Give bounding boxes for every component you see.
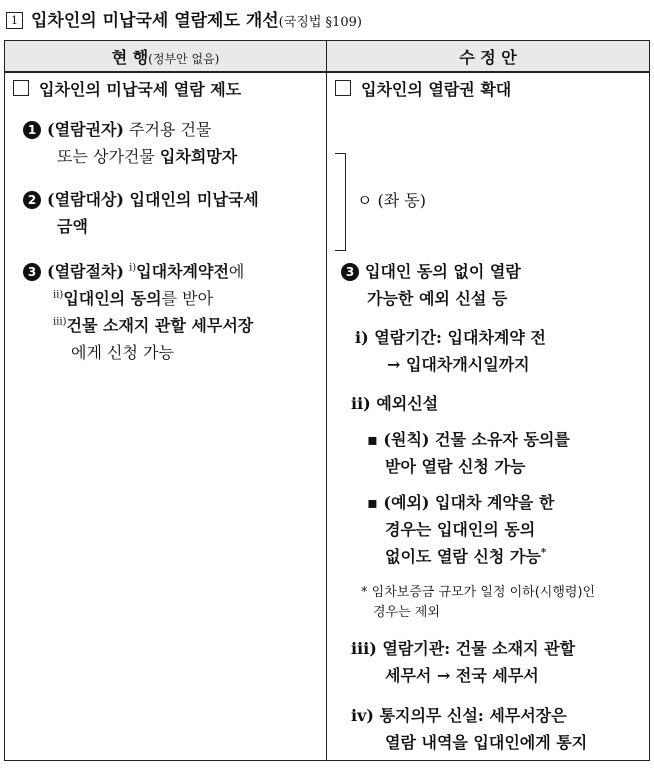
current-item-3-line2: $^{ⅱ)}$입대인의 동의를 받아 — [53, 289, 214, 308]
header-current: 현 행(정부안 없음) — [5, 41, 327, 73]
current-item-1-line2: 또는 상가건물 입차희망자 — [57, 147, 238, 166]
checkbox-square-icon — [13, 80, 29, 96]
same-as-left: ㅇ (좌 동) — [357, 191, 427, 210]
footnote-line2: 경우는 제외 — [373, 605, 440, 620]
sub-item-iv: ⅳ) 통지의무 신설: 세무서장은 — [351, 706, 567, 725]
sub-item-iii-line2: 세무서 → 전국 세무서 — [385, 666, 539, 685]
checkbox-square-icon — [335, 80, 351, 96]
title-text: 입차인의 미납국세 열람제도 개선 — [31, 11, 279, 31]
current-item-3: 3 (열람절차) $^{ⅰ)}$입대차계약전에 — [23, 259, 244, 285]
sub-item-iv-line2: 열람 내역을 입대인에게 통지 — [385, 733, 588, 752]
revised-item-3-line2: 가능한 예외 신설 등 — [367, 289, 508, 308]
revised-column — [327, 72, 650, 761]
sub-item-i: ⅰ) 열람기간: 입대차계약 전 — [355, 328, 546, 347]
sub-item-ii-exception: ▪ (예외) 입대차 계약을 한 — [367, 493, 555, 512]
current-item-3-line3: $^{ⅲ)}$건물 소재지 관할 세무서장 — [53, 316, 254, 335]
document-title — [6, 6, 362, 31]
sub-item-ii-exception-line2: 경우는 입대인의 동의 — [385, 520, 536, 539]
bracket-mark — [335, 153, 346, 251]
current-item-2-line2: 금액 — [57, 217, 88, 236]
number-3-icon: 3 — [23, 263, 41, 281]
number-1-icon: 1 — [23, 121, 41, 139]
current-item-1: 1 (열람권자) 주거용 건물 — [23, 117, 211, 143]
sub-item-ii-principle-line2: 받아 열람 신청 가능 — [385, 457, 526, 476]
sub-item-i-line2: → 입대차개시일까지 — [387, 355, 530, 374]
section-number-box: 1 — [6, 12, 23, 29]
sub-item-iii: ⅲ) 열람기관: 건물 소재지 관할 — [351, 639, 576, 658]
number-2-icon: 2 — [23, 191, 41, 209]
header-current-sub: (정부안 없음) — [148, 51, 220, 66]
number-3-icon: 3 — [341, 263, 359, 281]
law-reference: (국징법 §109) — [278, 15, 362, 30]
revised-heading: 입차인의 열람권 확대 — [335, 77, 511, 103]
revised-item-3: 3 입대인 동의 없이 열람 — [341, 259, 521, 285]
sub-item-ii: ⅱ) 예외신설 — [351, 394, 439, 413]
header-revised: 수 정 안 — [327, 41, 650, 73]
current-heading: 입차인의 미납국세 열람 제도 — [13, 77, 241, 103]
sub-item-ii-principle: ▪ (원칙) 건물 소유자 동의를 — [367, 430, 570, 449]
current-item-3-line4: 에게 신청 가능 — [71, 343, 174, 362]
sub-item-ii-exception-line3: 없이도 열람 신청 가능* — [385, 547, 547, 566]
current-column — [5, 72, 327, 761]
footnote-line1: * 임차보증금 규모가 일정 이하(시행령)인 — [361, 585, 596, 600]
comparison-table — [4, 40, 650, 761]
current-item-2: 2 (열람대상) 입대인의 미납국세 — [23, 187, 259, 213]
header-row — [5, 41, 650, 73]
